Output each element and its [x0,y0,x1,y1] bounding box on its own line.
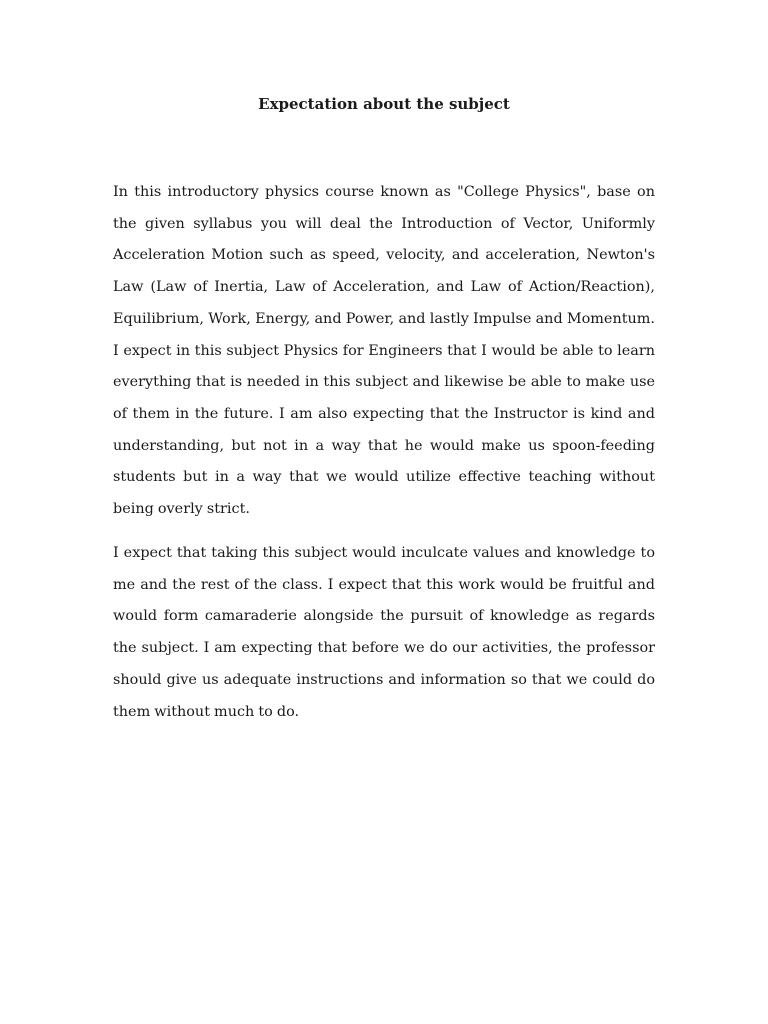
document-title: Expectation about the subject [258,95,510,113]
paragraph-2: I expect that taking this subject would inculcate values and knowledge to me and the rest of the class. I expect that this work would be fruitful and would form camaraderie alongside the pursuit of knowledge as regards the subject. I am expecting that before we do our activities, the professor should give us adequate instructions and information so that we could do them without much to do. [113,545,655,720]
paragraph-1: In this introductory physics course known as "College Physics", base on the given syllabus you will deal the Introduction of Vector, Uniformly Acceleration Motion such as speed, velocity, and acceleration, Newton's Law (Law of Inertia, Law of Acceleration, and Law of Action/Reaction), Equilibrium, Work, Energy, and Power, and lastly Impulse and Momentum. I expect in this subject Physics for Engineers that I would be able to learn everything that is needed in this subject and likewise be able to make use of them in the future. I am also expecting that the Instructor is kind and understanding, but not in a way that he would make us spoon-feeding students but in a way that we would utilize effective teaching without being overly strict. [113,184,655,518]
